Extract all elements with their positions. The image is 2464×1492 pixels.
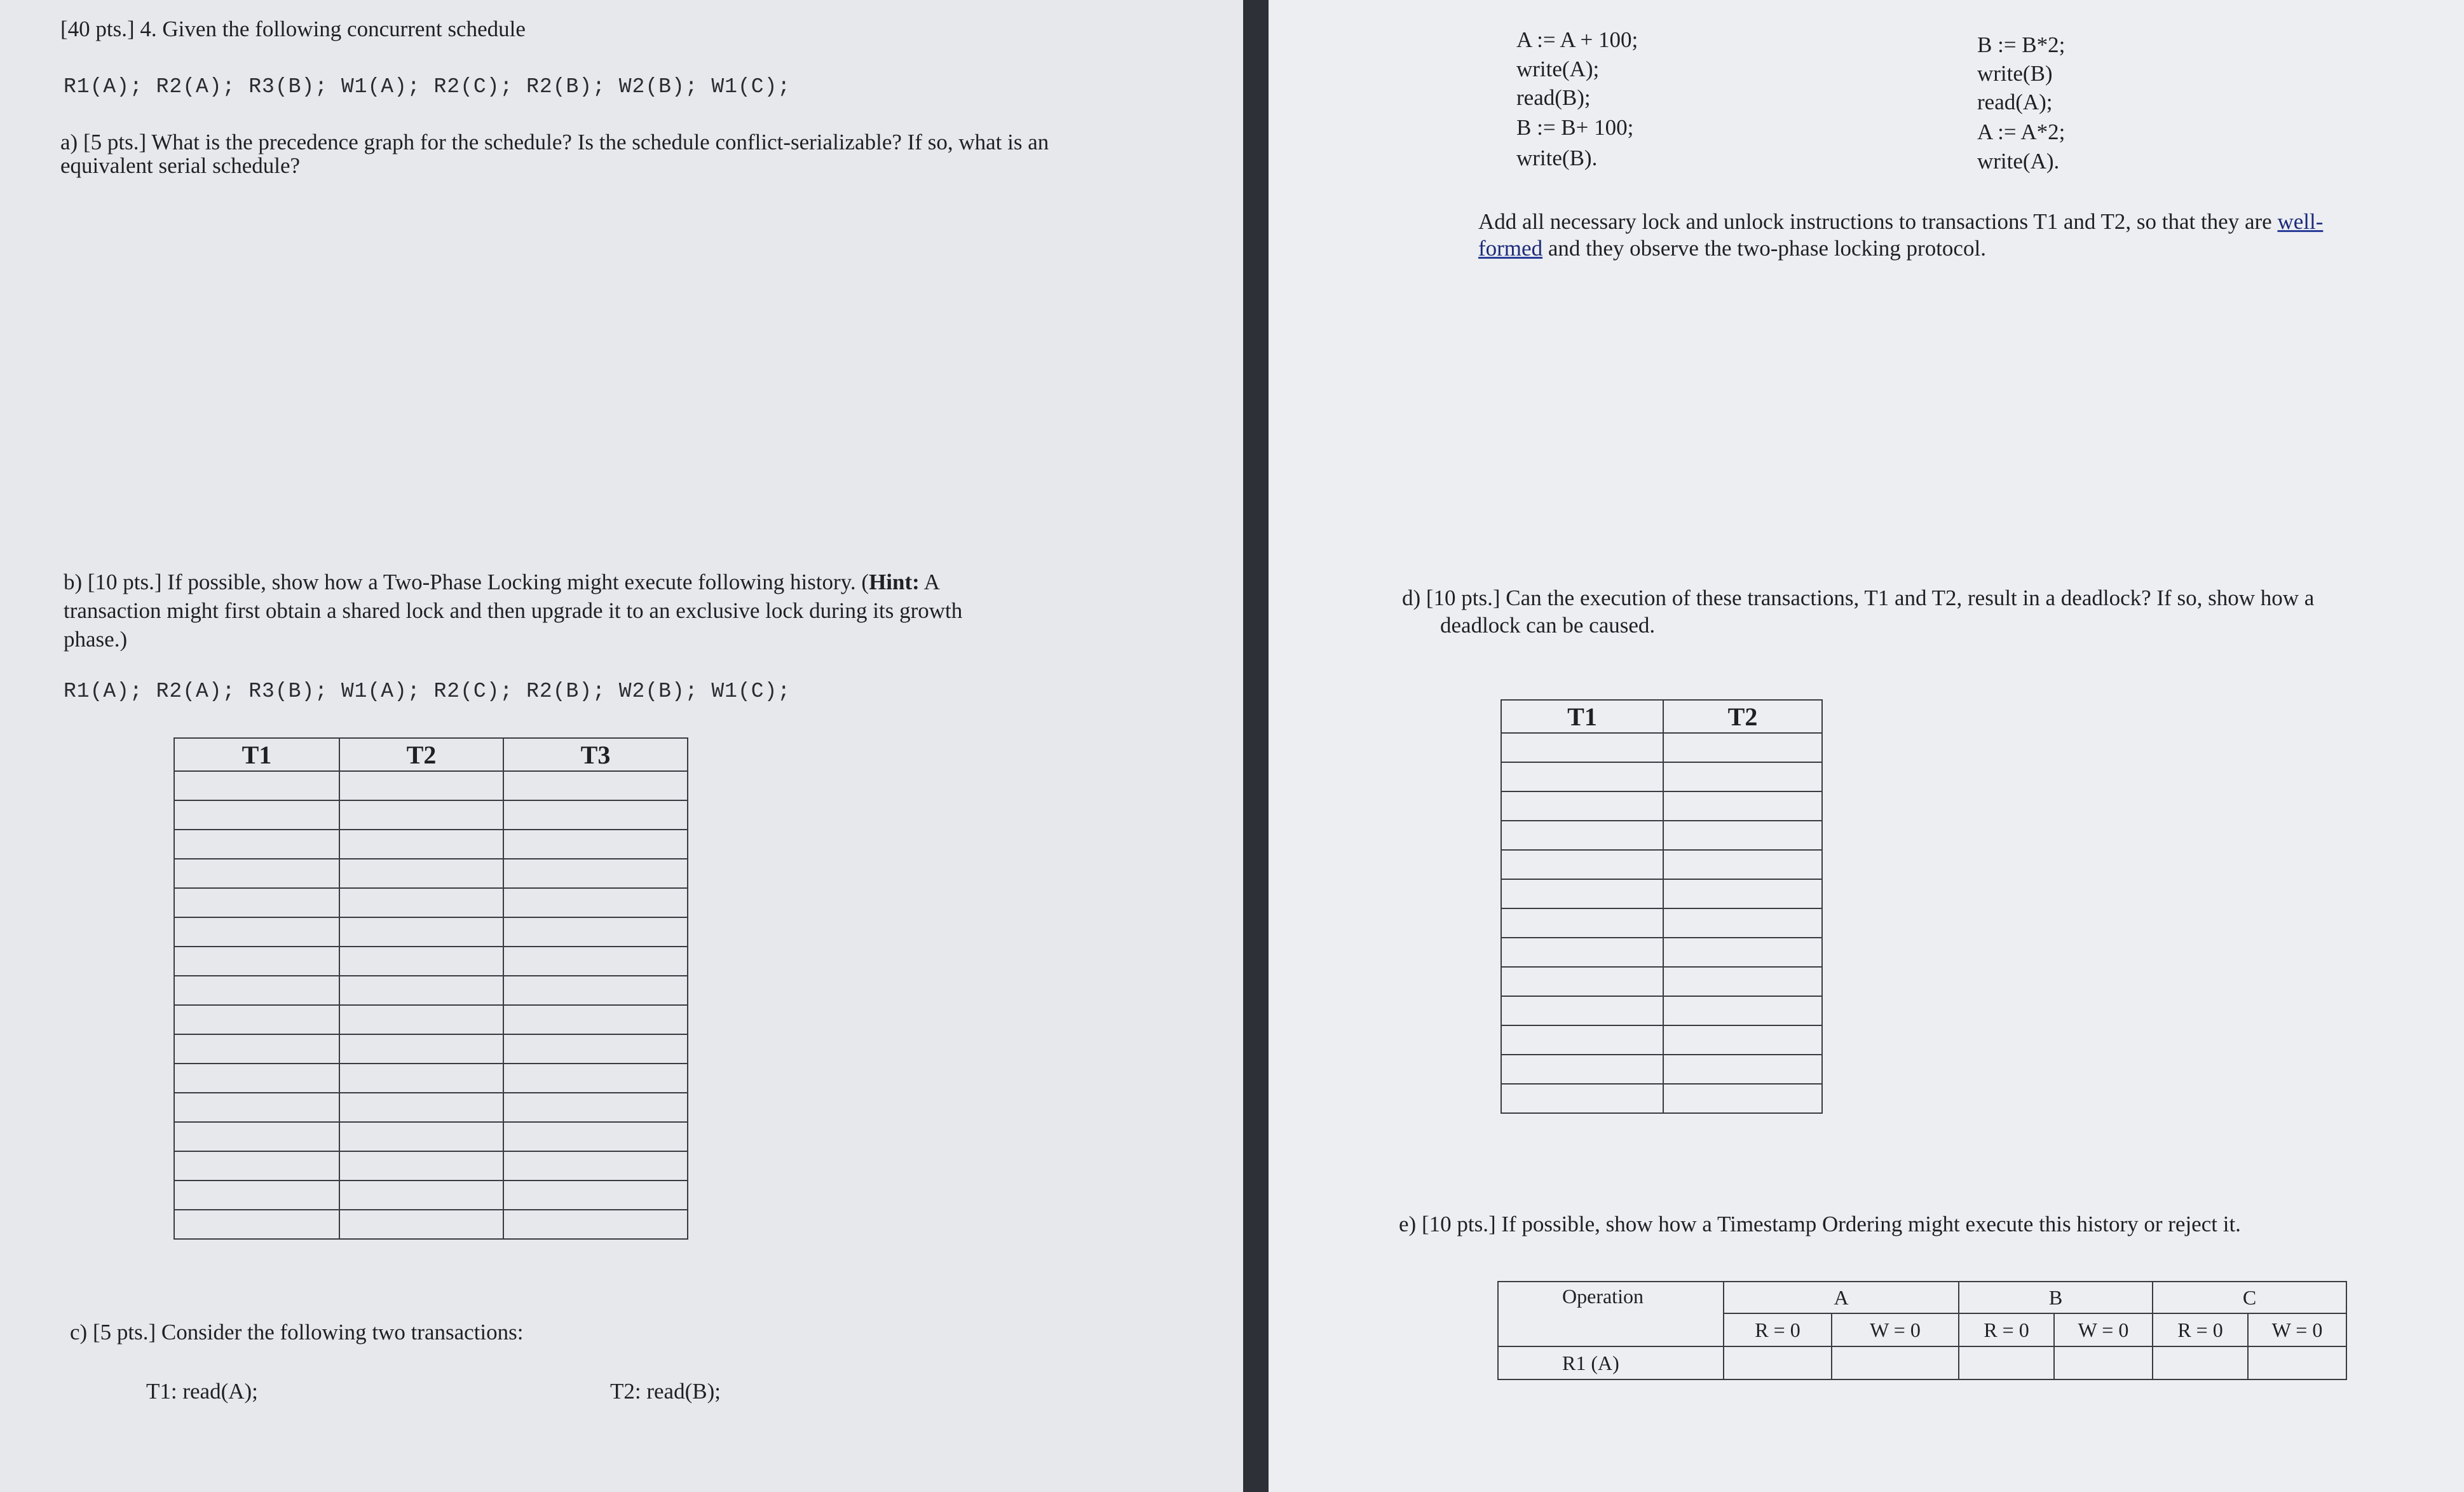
t2-op-5: write(A).	[1977, 149, 2060, 174]
table-b-row	[174, 830, 688, 859]
table-b-row	[174, 888, 688, 917]
table-b-cell[interactable]	[174, 830, 339, 859]
table-b-cell[interactable]	[174, 1210, 339, 1239]
ts-value-cell[interactable]	[1724, 1346, 1832, 1379]
table-d-cell[interactable]	[1501, 821, 1663, 850]
two-phase-locking-table	[174, 737, 688, 1240]
table-b-cell[interactable]	[339, 1181, 503, 1210]
table-b-cell[interactable]	[174, 888, 339, 917]
table-d-row	[1501, 996, 1822, 1025]
part-a-text: a) [5 pts.] What is the precedence graph for the schedule? Is the schedule conflict-serializable? If so, what is an	[60, 130, 1049, 154]
table-b-cell[interactable]	[174, 1005, 339, 1034]
table-b-row	[174, 1181, 688, 1210]
table-b-cell[interactable]	[339, 1122, 503, 1151]
table-b-cell[interactable]	[503, 771, 688, 800]
table-b-cell[interactable]	[174, 800, 339, 830]
table-b-cell[interactable]	[174, 859, 339, 888]
table-d-row	[1501, 967, 1822, 996]
table-d-cell[interactable]	[1663, 1025, 1822, 1055]
table-b-row	[174, 976, 688, 1005]
table-b-cell[interactable]	[503, 1151, 688, 1181]
table-b-row	[174, 1151, 688, 1181]
table-d-cell[interactable]	[1501, 908, 1663, 938]
schedule-text: R1(A); R2(A); R3(B); W1(A); R2(C); R2(B); W2(B); W1(C);	[64, 75, 791, 99]
table-d-cell[interactable]	[1501, 967, 1663, 996]
part-e-text: e) [10 pts.] If possible, show how a Timestamp Ordering might execute this history or reject it.	[1399, 1212, 2241, 1236]
table-b-cell[interactable]	[174, 917, 339, 947]
deadlock-table	[1501, 699, 1823, 1114]
table-b-cell[interactable]	[503, 1210, 688, 1239]
ts-subheader: R = 0	[2153, 1313, 2248, 1346]
table-d-cell[interactable]	[1663, 1055, 1822, 1084]
t1-op-4: B := B+ 100;	[1516, 115, 1634, 140]
ts-subheader: W = 0	[1832, 1313, 1959, 1346]
table-b-cell[interactable]	[339, 859, 503, 888]
part-b-text-end: phase.)	[64, 627, 128, 652]
part-b-text: b) [10 pts.] If possible, show how a Two-Phase Locking might execute following history. (Hint: A	[64, 570, 940, 594]
table-b-cell[interactable]	[174, 1093, 339, 1122]
table-b-row	[174, 1034, 688, 1064]
table-b-cell[interactable]	[503, 947, 688, 976]
page-gutter	[1243, 0, 1269, 1492]
table-d-cell[interactable]	[1501, 1055, 1663, 1084]
table-b-row	[174, 1122, 688, 1151]
hint-label: Hint:	[869, 570, 920, 594]
table-d-row	[1501, 879, 1822, 908]
table-b-cell[interactable]	[339, 1064, 503, 1093]
table-b-row	[174, 800, 688, 830]
table-b-cell[interactable]	[174, 1034, 339, 1064]
part-b-text-cont: transaction might first obtain a shared lock and then upgrade it to an exclusive lock during its growth	[64, 598, 963, 623]
question-heading: [40 pts.] 4. Given the following concurrent schedule	[60, 17, 526, 41]
ts-value-cell[interactable]	[1959, 1346, 2054, 1379]
t2-op-2: write(B)	[1977, 61, 2053, 86]
table-b-row	[174, 1064, 688, 1093]
item-c-header: C	[2153, 1282, 2346, 1313]
t1-op-3: read(B);	[1516, 85, 1591, 110]
table-d-row	[1501, 1084, 1822, 1113]
ts-operation-cell: R1 (A)	[1498, 1346, 1724, 1379]
table-b-cell[interactable]	[503, 1122, 688, 1151]
table-b-cell[interactable]	[174, 1064, 339, 1093]
table-b-cell[interactable]	[503, 1064, 688, 1093]
table-b-cell[interactable]	[339, 830, 503, 859]
table-b-row	[174, 1093, 688, 1122]
table-b-cell[interactable]	[174, 947, 339, 976]
table-b-cell[interactable]	[174, 771, 339, 800]
t2-op-3: read(A);	[1977, 90, 2053, 114]
table-d-header-t2: T2	[1663, 700, 1822, 733]
schedule-b-text: R1(A); R2(A); R3(B); W1(A); R2(C); R2(B); W2(B); W1(C);	[64, 680, 791, 703]
table-d-cell[interactable]	[1501, 733, 1663, 762]
table-b-cell[interactable]	[339, 1210, 503, 1239]
table-b-cell[interactable]	[503, 976, 688, 1005]
table-b-cell[interactable]	[174, 1122, 339, 1151]
t2-op-4: A := A*2;	[1977, 120, 2066, 144]
table-b-cell[interactable]	[339, 1005, 503, 1034]
ts-value-cell[interactable]	[2054, 1346, 2153, 1379]
t1-op-1: A := A + 100;	[1516, 27, 1638, 52]
table-b-cell[interactable]	[503, 1093, 688, 1122]
table-b-cell[interactable]	[339, 1093, 503, 1122]
t1-op-5: write(B).	[1516, 146, 1598, 170]
table-d-cell[interactable]	[1501, 879, 1663, 908]
table-b-cell[interactable]	[174, 976, 339, 1005]
table-d-cell[interactable]	[1663, 1084, 1822, 1113]
table-d-cell[interactable]	[1663, 850, 1822, 879]
ts-subheader: R = 0	[1724, 1313, 1832, 1346]
item-b-header: B	[1959, 1282, 2153, 1313]
part-a-text-cont: equivalent serial schedule?	[60, 153, 301, 178]
table-d-cell[interactable]	[1663, 996, 1822, 1025]
table-b-row	[174, 859, 688, 888]
t1-op-2: write(A);	[1516, 57, 1600, 81]
t1-label: T1: read(A);	[146, 1379, 258, 1404]
table-d-cell[interactable]	[1501, 762, 1663, 791]
table-d-cell[interactable]	[1501, 850, 1663, 879]
part-d-text-cont: deadlock can be caused.	[1440, 613, 1656, 638]
table-d-cell[interactable]	[1501, 791, 1663, 821]
table-b-cell[interactable]	[339, 771, 503, 800]
table-d-row	[1501, 1025, 1822, 1055]
table-d-cell[interactable]	[1663, 908, 1822, 938]
table-b-cell[interactable]	[503, 1005, 688, 1034]
t2-label: T2: read(B);	[610, 1379, 721, 1404]
item-a-header: A	[1724, 1282, 1959, 1313]
table-b-cell[interactable]	[503, 1034, 688, 1064]
table-b-row	[174, 771, 688, 800]
ts-row	[1498, 1346, 2346, 1379]
table-d-cell[interactable]	[1663, 967, 1822, 996]
ts-subheader: R = 0	[1959, 1313, 2054, 1346]
table-b-cell[interactable]	[339, 888, 503, 917]
table-d-row	[1501, 850, 1822, 879]
table-b-header-t3: T3	[503, 738, 688, 771]
table-d-row	[1501, 938, 1822, 967]
table-d-row	[1501, 791, 1822, 821]
table-d-cell[interactable]	[1663, 733, 1822, 762]
part-d-text: d) [10 pts.] Can the execution of these transactions, T1 and T2, result in a deadlock? If so, show how a	[1402, 585, 2315, 610]
table-b-cell[interactable]	[503, 1181, 688, 1210]
timestamp-ordering-table	[1497, 1281, 2347, 1380]
table-b-cell[interactable]	[339, 947, 503, 976]
ts-value-cell[interactable]	[2153, 1346, 2248, 1379]
table-b-cell[interactable]	[339, 800, 503, 830]
table-b-cell[interactable]	[503, 917, 688, 947]
table-d-cell[interactable]	[1501, 938, 1663, 967]
right-page	[1269, 0, 2464, 1492]
table-b-cell[interactable]	[503, 830, 688, 859]
ts-value-cell[interactable]	[1832, 1346, 1959, 1379]
table-b-header-t1: T1	[174, 738, 339, 771]
table-d-cell[interactable]	[1663, 791, 1822, 821]
part-c-text: c) [5 pts.] Consider the following two transactions:	[70, 1320, 524, 1345]
table-d-cell[interactable]	[1663, 762, 1822, 791]
t2-op-1: B := B*2;	[1977, 32, 2066, 57]
table-b-row	[174, 947, 688, 976]
table-d-row	[1501, 1055, 1822, 1084]
table-d-row	[1501, 821, 1822, 850]
well-formed-term: well-	[2277, 209, 2324, 234]
ts-subheader: W = 0	[2248, 1313, 2346, 1346]
table-b-row	[174, 1210, 688, 1239]
table-d-cell[interactable]	[1501, 996, 1663, 1025]
table-b-header-t2: T2	[339, 738, 503, 771]
table-d-row	[1501, 733, 1822, 762]
table-b-row	[174, 917, 688, 947]
table-b-cell[interactable]	[339, 976, 503, 1005]
ts-subheader: W = 0	[2054, 1313, 2153, 1346]
table-b-cell[interactable]	[503, 859, 688, 888]
operation-header: Operation	[1498, 1282, 1724, 1346]
table-b-cell[interactable]	[174, 1151, 339, 1181]
table-b-cell[interactable]	[174, 1181, 339, 1210]
table-b-cell[interactable]	[339, 1151, 503, 1181]
lock-instructions-text-cont: formed and they observe the two-phase locking protocol.	[1478, 236, 1986, 261]
table-d-cell[interactable]	[1663, 879, 1822, 908]
table-b-cell[interactable]	[339, 917, 503, 947]
table-b-cell[interactable]	[503, 888, 688, 917]
table-b-cell[interactable]	[503, 800, 688, 830]
table-b-row	[174, 1005, 688, 1034]
table-d-cell[interactable]	[1663, 821, 1822, 850]
table-d-cell[interactable]	[1663, 938, 1822, 967]
table-d-cell[interactable]	[1501, 1084, 1663, 1113]
table-d-cell[interactable]	[1501, 1025, 1663, 1055]
table-d-row	[1501, 908, 1822, 938]
lock-instructions-text: Add all necessary lock and unlock instructions to transactions T1 and T2, so that they are well-	[1478, 209, 2324, 234]
table-d-row	[1501, 762, 1822, 791]
table-d-header-t1: T1	[1501, 700, 1663, 733]
table-b-cell[interactable]	[339, 1034, 503, 1064]
ts-value-cell[interactable]	[2248, 1346, 2346, 1379]
